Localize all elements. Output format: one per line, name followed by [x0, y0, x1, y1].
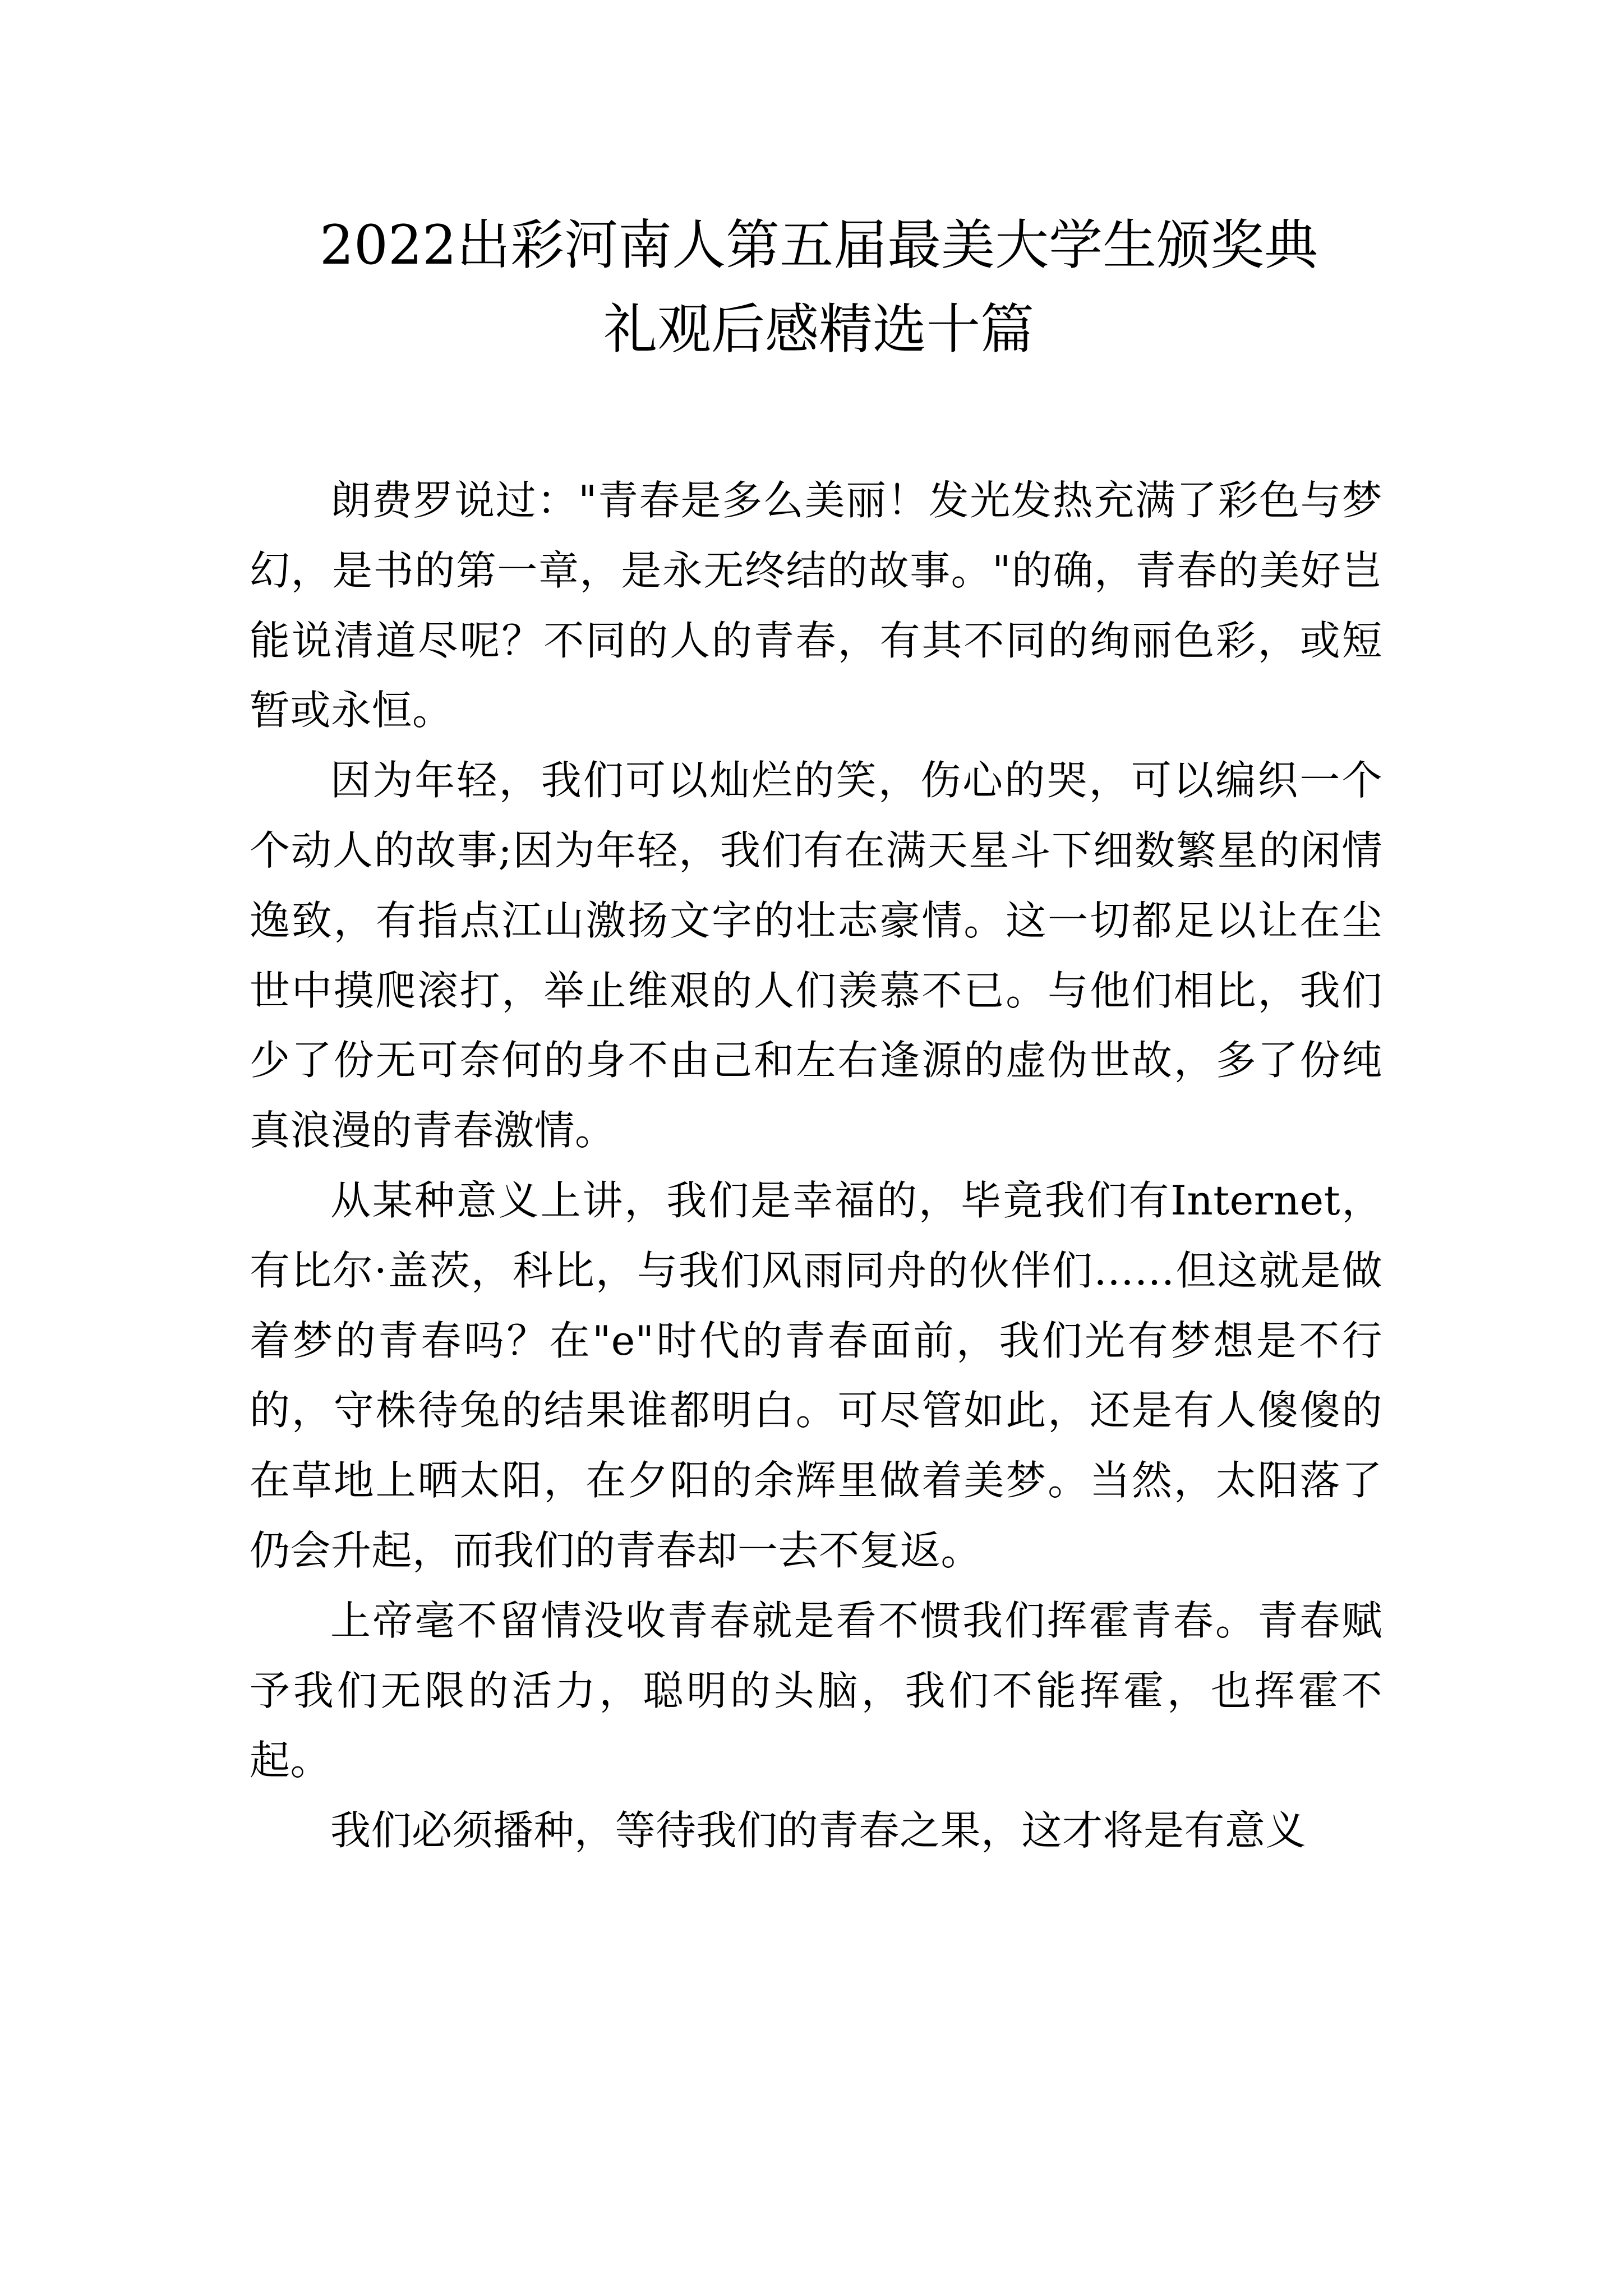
paragraph-1: 朗费罗说过："青春是多么美丽！发光发热充满了彩色与梦幻，是书的第一章，是永无终结的故事。"的确，青春的美好岂能说清道尽呢？不同的人的青春，有其不同的绚丽色彩，或短暂或永恒。 [250, 477, 1382, 734]
title-line-1: 2022出彩河南人第五届最美大学生颁奖典 [319, 214, 1318, 277]
paragraph-3: 从某种意义上讲，我们是幸福的，毕竟我们有Internet，有比尔·盖茨，科比，与我们风雨同舟的伙伴们……但这就是做着梦的青春吗？在"e"时代的青春面前，我们光有梦想是不行的，守株待兔的结果谁都明白。可尽管如此，还是有人傻傻的在草地上晒太阳，在夕阳的余辉里做着美梦。当然，太阳落了仍会升起，而我们的青春却一去不复返。 [250, 1176, 1382, 1574]
paragraph-5: 我们必须播种，等待我们的青春之果，这才将是有意义 [330, 1807, 1307, 1855]
document-title [247, 203, 1391, 371]
paragraph-2: 因为年轻，我们可以灿烂的笑，伤心的哭，可以编织一个个动人的故事;因为年轻，我们有在满天星斗下细数繁星的闲情逸致，有指点江山激扬文字的壮志豪情。这一切都足以让在尘世中摸爬滚打，举止维艰的人们羡慕不已。与他们相比，我们少了份无可奈何的身不由己和左右逢源的虚伪世故，多了份纯真浪漫的青春激情。 [250, 757, 1382, 1154]
document-body [250, 466, 1382, 1866]
title-line-2: 礼观后感精选十篇 [603, 298, 1034, 361]
paragraph-4: 上帝毫不留情没收青春就是看不惯我们挥霍青春。青春赋予我们无限的活力，聪明的头脑，我们不能挥霍，也挥霍不起。 [250, 1596, 1382, 1784]
